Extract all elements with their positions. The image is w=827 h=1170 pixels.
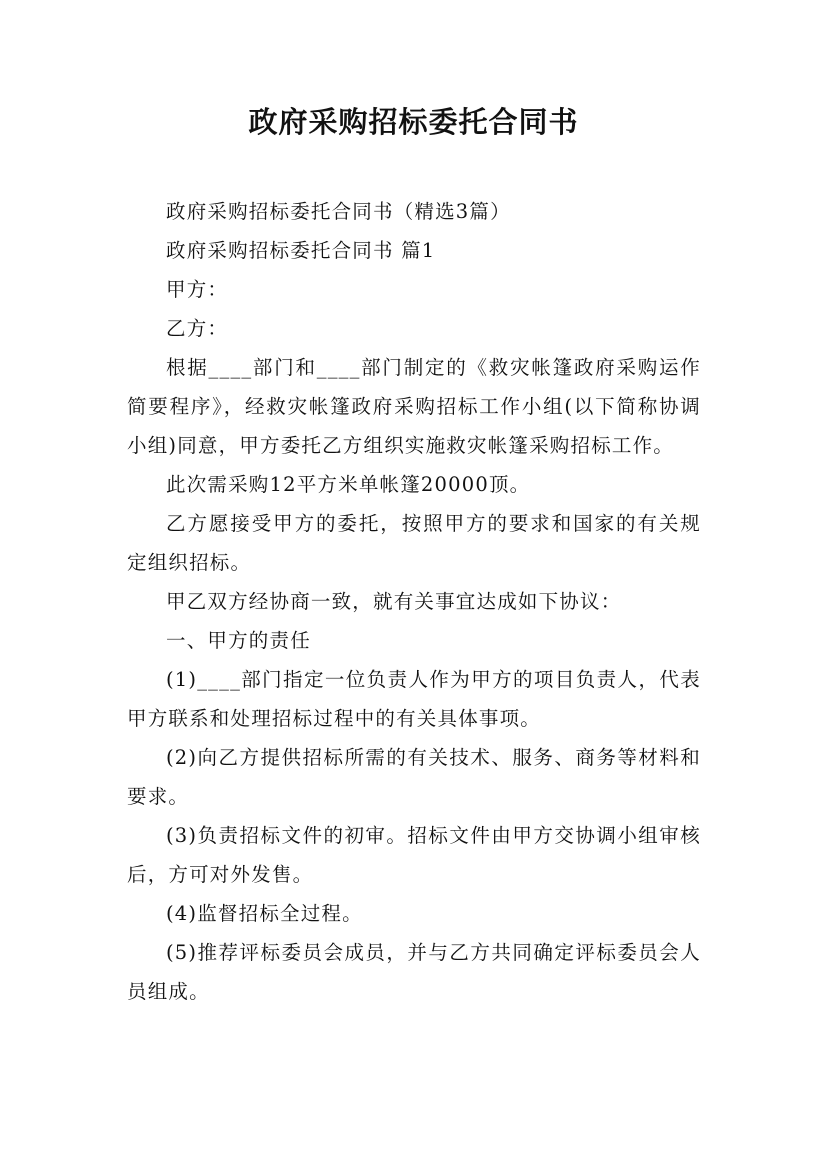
paragraph-basis: 根据____部门和____部门制定的《救灾帐篷政府采购运作简要程序》，经救灾帐篷政府采购招标工作小组(以下简称协调小组)同意，甲方委托乙方组织实施救灾帐篷采购招标工作。	[127, 356, 701, 457]
paragraph-quantity: 此次需采购12平方米单帐篷20000顶。	[166, 473, 531, 496]
paragraph-item-2: (2)向乙方提供招标所需的有关技术、服务、商务等材料和要求。	[127, 746, 701, 808]
paragraph-party-b: 乙方：	[166, 317, 229, 340]
paragraph-item-3: (3)负责招标文件的初审。招标文件由甲方交协调小组审核后，方可对外发售。	[127, 824, 701, 886]
paragraph-party-a: 甲方：	[166, 278, 229, 301]
document-body	[127, 192, 701, 1011]
paragraph-acceptance: 乙方愿接受甲方的委托，按照甲方的要求和国家的有关规定组织招标。	[127, 512, 701, 574]
paragraph-section-heading: 政府采购招标委托合同书 篇1	[166, 239, 436, 262]
paragraph-item-5: (5)推荐评标委员会成员，并与乙方共同确定评标委员会人员组成。	[127, 941, 701, 1003]
paragraph-clause-heading: 一、甲方的责任	[166, 629, 311, 652]
paragraph-item-1: (1)____部门指定一位负责人作为甲方的项目负责人，代表甲方联系和处理招标过程中的有关具体事项。	[127, 668, 701, 730]
paragraph-subtitle: 政府采购招标委托合同书（精选3篇）	[166, 200, 511, 223]
paragraph-agreement: 甲乙双方经协商一致，就有关事宜达成如下协议：	[166, 590, 622, 613]
document-title: 政府采购招标委托合同书	[248, 105, 579, 139]
paragraph-item-4: (4)监督招标全过程。	[166, 902, 363, 925]
